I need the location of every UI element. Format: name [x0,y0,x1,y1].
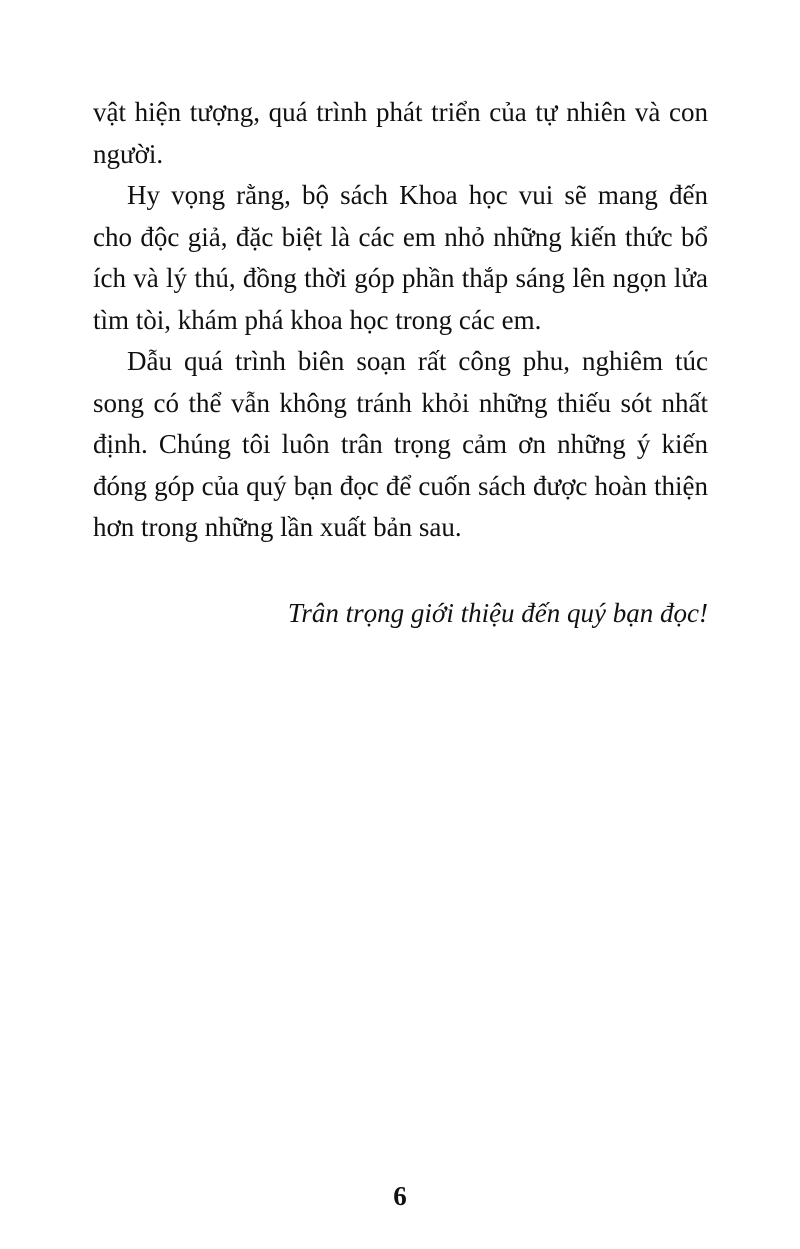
signoff-line: Trân trọng giới thiệu đến quý bạn đọc! [287,598,708,628]
paragraph-hope: Hy vọng rằng, bộ sách Khoa học vui sẽ mang đến cho độc giả, đặc biệt là các em nhỏ những kiến thức bổ ích và lý thú, đồng thời góp phần thắp sáng lên ngọn lửa tìm tòi, khám phá khoa học trong các em. [93,180,708,335]
paragraph-acknowledgement: Dẫu quá trình biên soạn rất công phu, nghiêm túc song có thể vẫn không tránh khỏi những thiếu sót nhất định. Chúng tôi luôn trân trọng cảm ơn những ý kiến đóng góp của quý bạn đọc để cuốn sách được hoàn thiện hơn trong những lần xuất bản sau. [93,346,708,542]
body-text [93,92,708,549]
paragraph-continuation: vật hiện tượng, quá trình phát triển của tự nhiên và con người. [93,97,708,169]
page-number: 6 [393,1181,407,1211]
